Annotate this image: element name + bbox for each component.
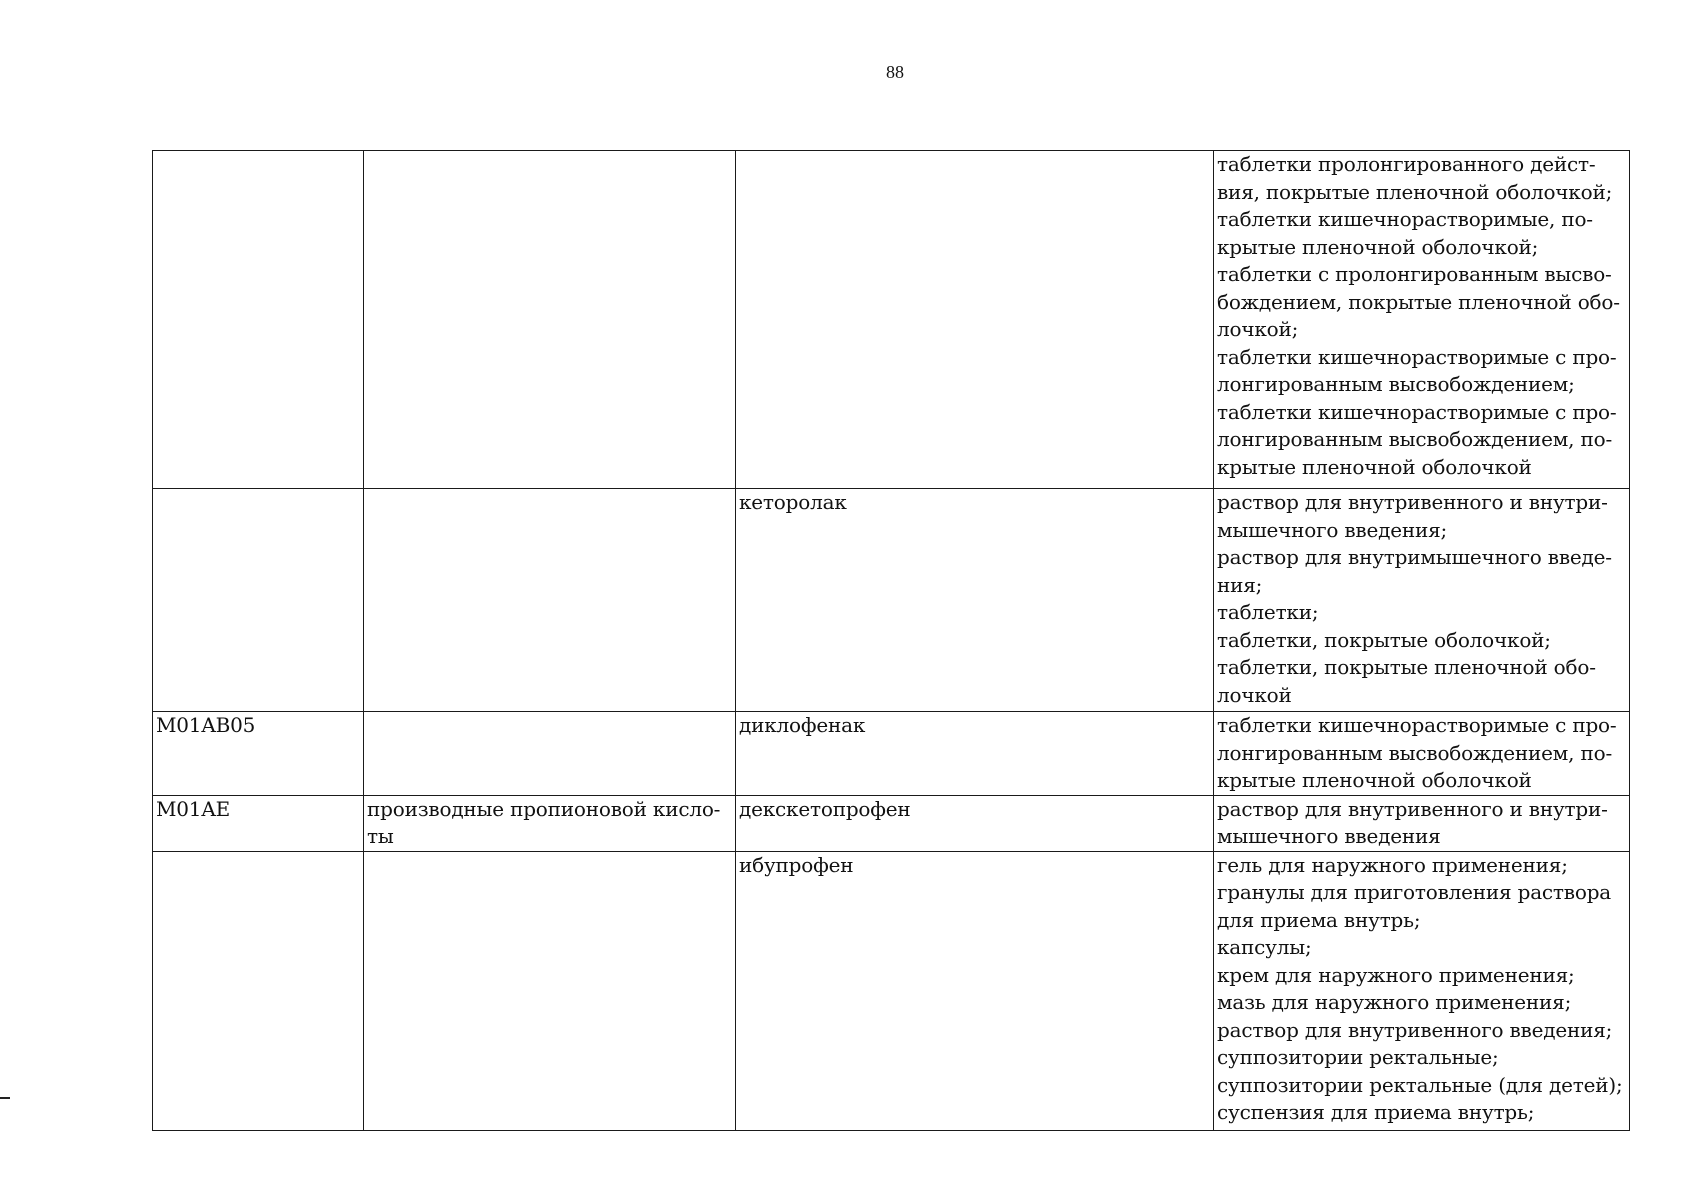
- dosage-form-line: для приема внутрь;: [1217, 907, 1421, 932]
- group-line: ты: [367, 824, 394, 848]
- dosage-form-line: таблетки кишечнорастворимые, по-: [1217, 207, 1593, 231]
- dosage-form-line: таблетки, покрытые оболочкой;: [1217, 627, 1551, 652]
- group-line: производные пропионовой кисло-: [367, 796, 721, 821]
- dosage-form-line: таблетки кишечнорастворимые с про-: [1217, 344, 1617, 369]
- atc-code-cell: [153, 151, 364, 489]
- atc-code-cell: [153, 489, 364, 712]
- dosage-forms-cell: [1214, 795, 1630, 851]
- dosage-form-line: капсулы;: [1217, 935, 1312, 959]
- scan-margin-mark: [0, 1097, 10, 1099]
- group-cell: [364, 151, 736, 489]
- dosage-form-line: гранулы для приготовления раствора: [1217, 880, 1612, 904]
- dosage-form-line: ния;: [1217, 572, 1263, 597]
- dosage-form-line: таблетки, покрытые пленочной обо-: [1217, 655, 1596, 679]
- dosage-form-line: раствор для внутривенного и внутри-: [1217, 490, 1608, 514]
- page-number: 88: [886, 62, 904, 82]
- dosage-forms-cell: [1214, 151, 1630, 489]
- table-row: [153, 489, 1630, 712]
- group-cell: [364, 489, 736, 712]
- dosage-form-line: бождением, покрытые пленочной обо-: [1217, 289, 1620, 314]
- drug-table: [152, 150, 1630, 1131]
- dosage-form-line: раствор для внутривенного введения;: [1217, 1017, 1613, 1042]
- drug-name-cell: кеторолак: [736, 489, 1214, 712]
- dosage-form-line: таблетки пролонгированного дейст-: [1217, 152, 1596, 176]
- dosage-form-line: таблетки;: [1217, 600, 1319, 624]
- dosage-form-line: лочкой: [1217, 682, 1292, 707]
- drug-name-cell: [736, 151, 1214, 489]
- drug-name-cell: ибупрофен: [736, 851, 1214, 1130]
- dosage-form-line: лонгированным высвобождением, по-: [1217, 740, 1613, 765]
- group-cell: [364, 712, 736, 796]
- dosage-form-line: крытые пленочной оболочкой: [1217, 454, 1532, 479]
- table-row: [153, 712, 1630, 796]
- atc-code-cell: [153, 851, 364, 1130]
- dosage-form-line: мазь для наружного применения;: [1217, 990, 1572, 1014]
- dosage-form-line: крытые пленочной оболочкой: [1217, 768, 1532, 792]
- drug-name-cell: декскетопрофен: [736, 795, 1214, 851]
- dosage-form-line: суппозитории ректальные;: [1217, 1045, 1499, 1069]
- dosage-form-line: раствор для внутривенного и внутри-: [1217, 796, 1608, 821]
- dosage-form-line: крем для наружного применения;: [1217, 962, 1575, 987]
- group-cell: [364, 851, 736, 1130]
- table-row: [153, 795, 1630, 851]
- dosage-form-line: суппозитории ректальные (для детей);: [1217, 1072, 1623, 1097]
- table-row: [153, 851, 1630, 1130]
- atc-code-cell: M01AB05: [153, 712, 364, 796]
- drug-name-cell: диклофенак: [736, 712, 1214, 796]
- dosage-form-line: гель для наружного применения;: [1217, 852, 1568, 877]
- dosage-form-line: лонгированным высвобождением;: [1217, 372, 1575, 396]
- dosage-form-line: таблетки с пролонгированным высво-: [1217, 262, 1612, 286]
- dosage-forms-cell: [1214, 851, 1630, 1130]
- dosage-form-line: мышечного введения: [1217, 824, 1441, 848]
- dosage-form-line: таблетки кишечнорастворимые с про-: [1217, 399, 1617, 424]
- dosage-form-line: таблетки кишечнорастворимые с про-: [1217, 713, 1617, 737]
- table-row: [153, 151, 1630, 489]
- dosage-forms-cell: [1214, 489, 1630, 712]
- dosage-form-line: лочкой;: [1217, 317, 1299, 341]
- dosage-form-line: раствор для внутримышечного введе-: [1217, 545, 1612, 569]
- group-cell: [364, 795, 736, 851]
- dosage-form-line: вия, покрытые пленочной оболочкой;: [1217, 179, 1613, 204]
- dosage-form-line: лонгированным высвобождением, по-: [1217, 427, 1613, 451]
- dosage-forms-cell: [1214, 712, 1630, 796]
- atc-code-cell: M01AE: [153, 795, 364, 851]
- dosage-form-line: суспензия для приема внутрь;: [1217, 1100, 1535, 1124]
- dosage-form-line: мышечного введения;: [1217, 517, 1448, 542]
- dosage-form-line: крытые пленочной оболочкой;: [1217, 234, 1539, 259]
